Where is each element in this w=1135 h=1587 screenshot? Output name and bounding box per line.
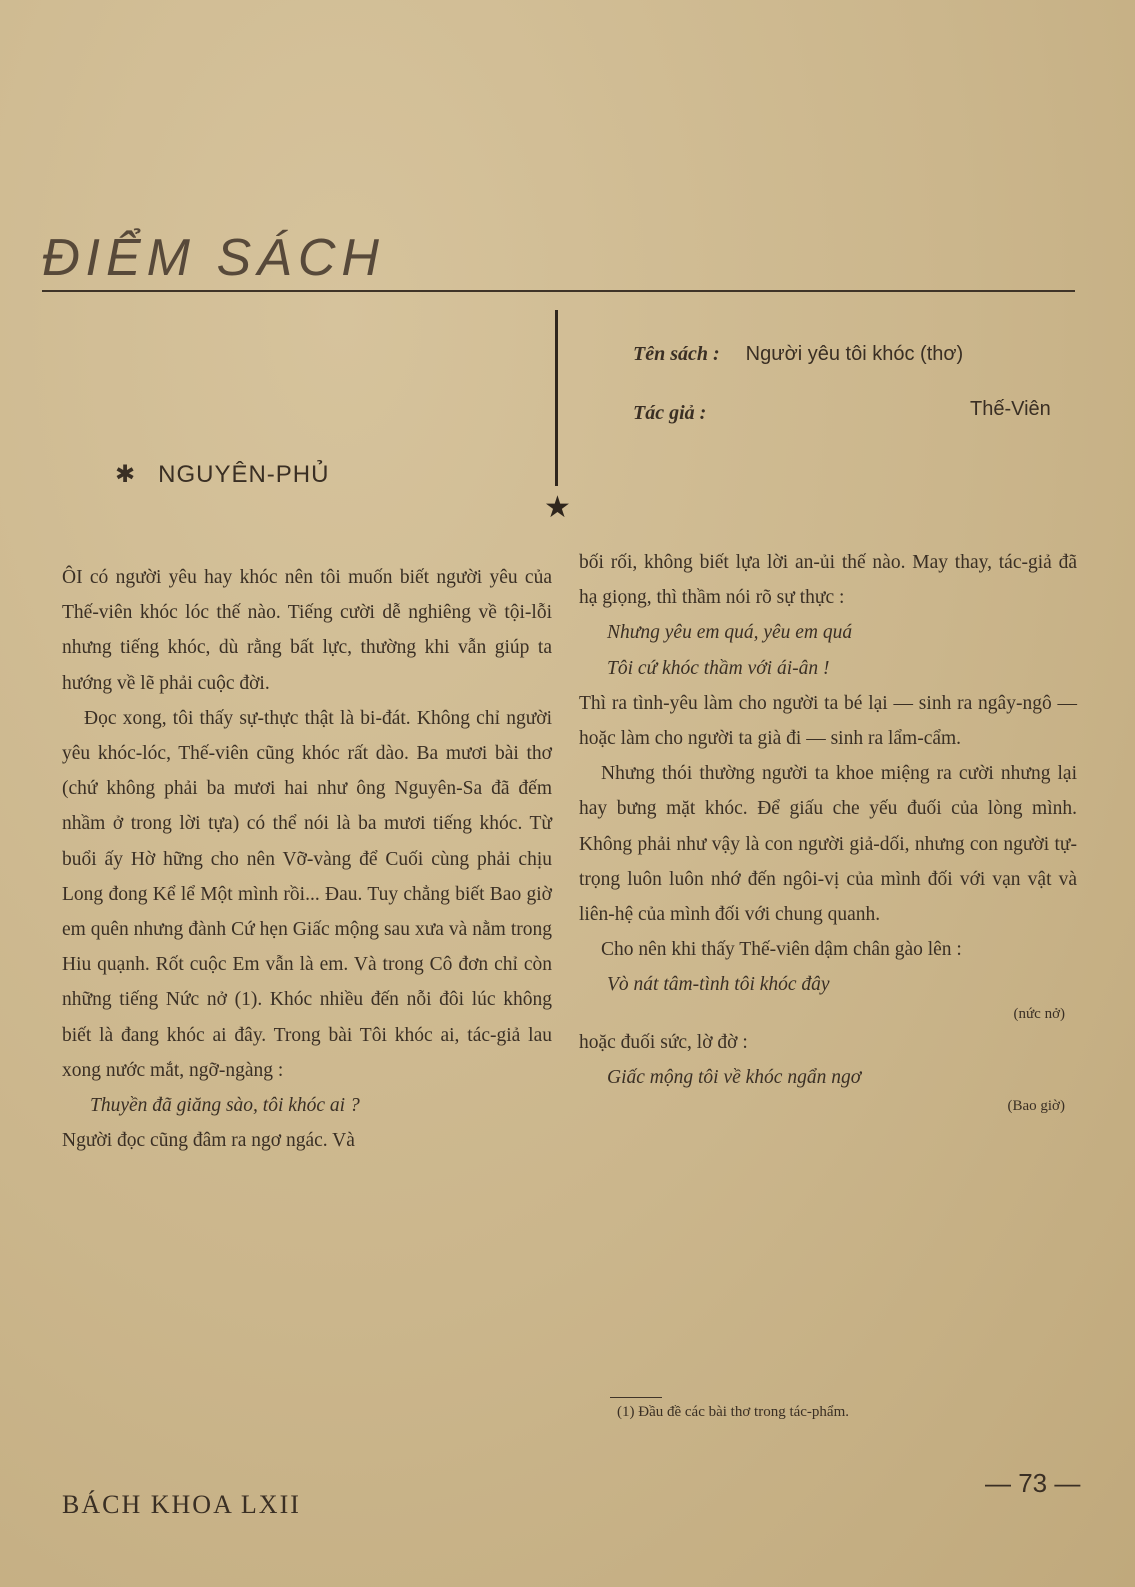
paragraph: Đọc xong, tôi thấy sự-thực thật là bi-đát. Không chỉ người yêu khóc-lóc, Thế-viên cũng khóc rất dào. Ba mươi bài thơ (chứ không phải ba mươi hai như ông Nguyên-Sa đã đếm nhầm ở trong lời tựa) có thể nói là ba mươi tiếng khóc. Từ buổi ấy Hờ hững cho nên Vỡ-vàng để Cuối cùng phải chịu Long đong Kể lể Một mình rồi... Đau. Tuy chẳng biết Bao giờ em quên nhưng đành Cứ hẹn Giấc mộng sau xưa và nằm trong Hiu quạnh. Rốt cuộc Em vẫn là em. Và trong Cô đơn chỉ còn những tiếng Nức nở (1). Khóc nhiều đến nỗi đôi lúc không biết là đang khóc ai đây. Trong bài Tôi khóc ai, tác-giả lau xong nước mắt, ngỡ-ngàng : bbox=[62, 707, 552, 1081]
book-title-label: Tên sách : bbox=[633, 343, 720, 365]
left-column bbox=[62, 560, 552, 1158]
column-divider-top bbox=[555, 310, 558, 486]
paragraph: ÔI có người yêu hay khóc nên tôi muốn biết người yêu của Thế-viên khóc lóc thế nào. Tiếng cười dễ nghiêng về tội-lỗi nhưng tiếng khóc, dù rằng bất lực, thường khi vẫn giúp ta hướng về lẽ phải cuộc đời. bbox=[62, 567, 552, 694]
verse-source: (nức nở) bbox=[1013, 1005, 1065, 1022]
title-rule bbox=[42, 290, 1075, 292]
verse-line: Tôi cứ khóc thầm với ái-ân ! bbox=[607, 657, 830, 679]
paragraph: Nhưng thói thường người ta khoe miệng ra cười nhưng lại hay bưng mặt khóc. Để giấu che yếu đuối của lòng mình. Không phải như vậy là con người giả-dối, nhưng con người tự-trọng luôn luôn nhớ đến ngôi-vị của mình đối với vạn vật và liên-hệ của mình đối với chung quanh. bbox=[579, 763, 1077, 926]
star-icon: ★ bbox=[544, 491, 571, 524]
footnote-rule bbox=[610, 1397, 662, 1398]
paragraph: Thì ra tình-yêu làm cho người ta bé lại — sinh ra ngây-ngô — hoặc làm cho người ta già đi — sinh ra lẩm-cẩm. bbox=[579, 692, 1077, 750]
verse-source: (Bao giờ) bbox=[1007, 1098, 1065, 1115]
magazine-footer: BÁCH KHOA LXII bbox=[62, 1490, 301, 1519]
paragraph: Người đọc cũng đâm ra ngơ ngác. Và bbox=[62, 1130, 355, 1152]
reviewer-byline bbox=[115, 460, 329, 489]
verse-line: Nhưng yêu em quá, yêu em quá bbox=[607, 622, 853, 644]
book-title-row bbox=[633, 343, 963, 366]
reviewer-name: NGUYÊN-PHỦ bbox=[158, 461, 330, 488]
book-author-value: Thế-Viên bbox=[970, 398, 1051, 420]
paragraph: bối rối, không biết lựa lời an-ủi thế nào. May thay, tác-giả đã hạ giọng, thì thầm nói rõ sự thực : bbox=[579, 552, 1077, 609]
book-author-label: Tác giả : bbox=[633, 402, 707, 424]
section-title: ĐIỂM SÁCH bbox=[42, 229, 385, 287]
star-bullet-icon: ✱ bbox=[115, 461, 137, 488]
verse-line: Giấc mộng tôi về khóc ngẩn ngơ bbox=[607, 1066, 862, 1088]
footnote: (1) Đầu đề các bài thơ trong tác-phẩm. bbox=[617, 1404, 850, 1420]
paragraph: Cho nên khi thấy Thế-viên dậm chân gào lên : bbox=[601, 939, 962, 961]
page-number: — 73 — bbox=[985, 1468, 1081, 1498]
verse-line: Thuyền đã giăng sào, tôi khóc ai ? bbox=[90, 1095, 360, 1117]
right-column bbox=[579, 545, 1077, 1117]
paragraph: hoặc đuối sức, lờ đờ : bbox=[579, 1031, 748, 1053]
verse-line: Vò nát tâm-tình tôi khóc đây bbox=[607, 974, 830, 996]
book-title-value: Người yêu tôi khóc (thơ) bbox=[745, 343, 964, 365]
